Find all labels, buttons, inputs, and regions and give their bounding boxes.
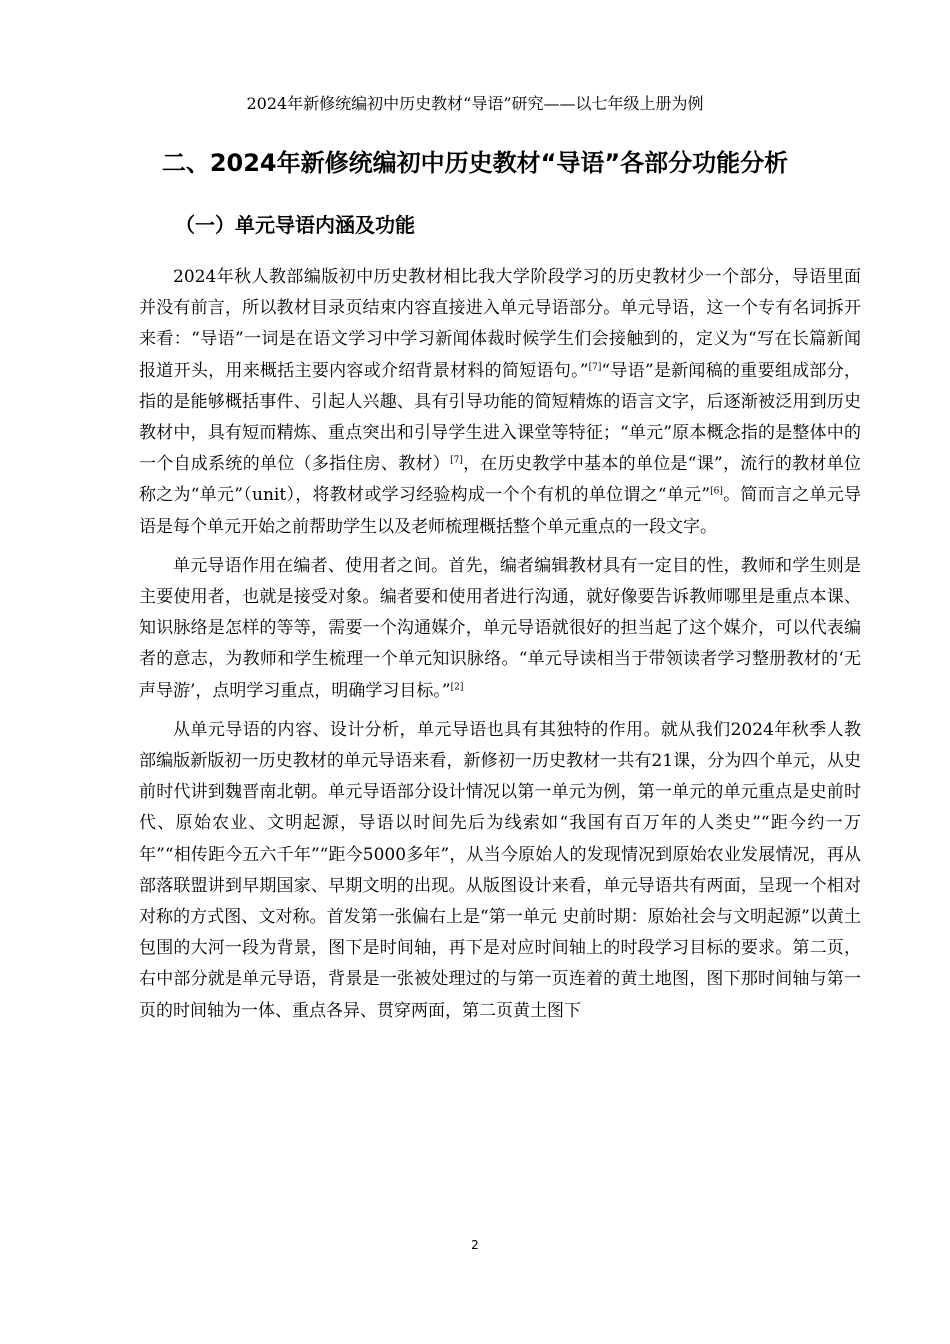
- paragraph-text: 单元导语作用在编者、使用者之间。首先，编者编辑教材具有一定目的性，教师和学生则是主要使用者，也就是接受对象。编者要和使用者进行沟通，就好像要告诉教师哪里是重点本课、知识脉络是怎样的等等，需要一个沟通媒介，单元导语就很好的担当起了这个媒介，可以代表编者的意志，为教师和学生梳理一个单元知识脉络。“单元导读相当于带领读者学习整册教材的‘无声导游’，点明学习重点，明确学习目标。”: [139, 555, 861, 701]
- paragraph-3: [139, 715, 861, 1027]
- paragraph-text: 2024年秋人教部编版初中历史教材相比我大学阶段学习的历史教材少一个部分，导语里面并没有前言，所以教材目录页结束内容直接进入单元导语部分。单元导语，这一个专有名词拆开来看：“导语”一词是在语文学习中学习新闻体裁时候学生们会接触到的，定义为“写在长篇新闻报道开头，用来概括主要内容或介绍背景材料的简短语句。”: [139, 267, 861, 381]
- paragraph-text: 从单元导语的内容、设计分析，单元导语也具有其独特的作用。就从我们2024年秋季人教部编版新版初一历史教材的单元导语来看，新修初一历史教材一共有21课，分为四个单元，从史前时代讲到魏晋南北朝。单元导语部分设计情况以第一单元为例，第一单元的单元重点是史前时代、原始农业、文明起源，导语以时间先后为线索如“我国有百万年的人类史”“距今约一万年”“相传距今五六千年”“距今5000多年”，从当今原始人的发现情况到原始农业发展情况，再从部落联盟讲到早期国家、早期文明的出现。从版图设计来看，单元导语共有两面，呈现一个相对对称的方式图、文对称。首发第一张偏右上是“第一单元 史前时期：原始社会与文明起源”以黄土包围的大河一段为背景，图下是时间轴，再下是对应时间轴上的时段学习目标的要求。第二页，右中部分就是单元导语，背景是一张被处理过的与第一页连着的黄土地图，图下那时间轴与第一页的时间轴为一体、重点各异、贯穿两面，第二页黄土图下: [139, 719, 861, 1021]
- page-number: 2: [471, 1238, 479, 1252]
- running-header: 2024年新修统编初中历史教材“导语”研究——以七年级上册为例: [246, 94, 704, 113]
- citation-ref: [6]: [710, 486, 723, 497]
- section-title: （一）单元导语内涵及功能: [175, 213, 415, 237]
- citation-ref: [7]: [450, 455, 463, 466]
- paragraph-2: [139, 551, 861, 707]
- citation-ref: [2]: [450, 681, 464, 692]
- body-text: [139, 262, 861, 1027]
- citation-ref: [7]: [588, 361, 602, 372]
- paragraph-1: [139, 262, 861, 543]
- paragraph-text: “导语”是新闻稿的重要组成部分，指的是能够概括事件、引起人兴趣、具有引导功能的简短精炼的语言文字，后逐渐被泛用到历史教材中，具有短而精炼、重点突出和引导学生进入课堂等特征；“单元”原本概念指的是整体中的一个自成系统的单位（多指住房、教材）: [139, 360, 861, 475]
- paragraph-text: ，在历史教学中基本的单位是“课”，流行的教材单位称之为“单元”（unit），将教材或学习经验构成一个个有机的单位谓之“单元”: [139, 454, 862, 506]
- chapter-title: 二、2024年新修统编初中历史教材“导语”各部分功能分析: [161, 149, 789, 177]
- paragraph-text: 。简而言之单元导语是每个单元开始之前帮助学生以及老师梳理概括整个单元重点的一段文字。: [139, 485, 861, 537]
